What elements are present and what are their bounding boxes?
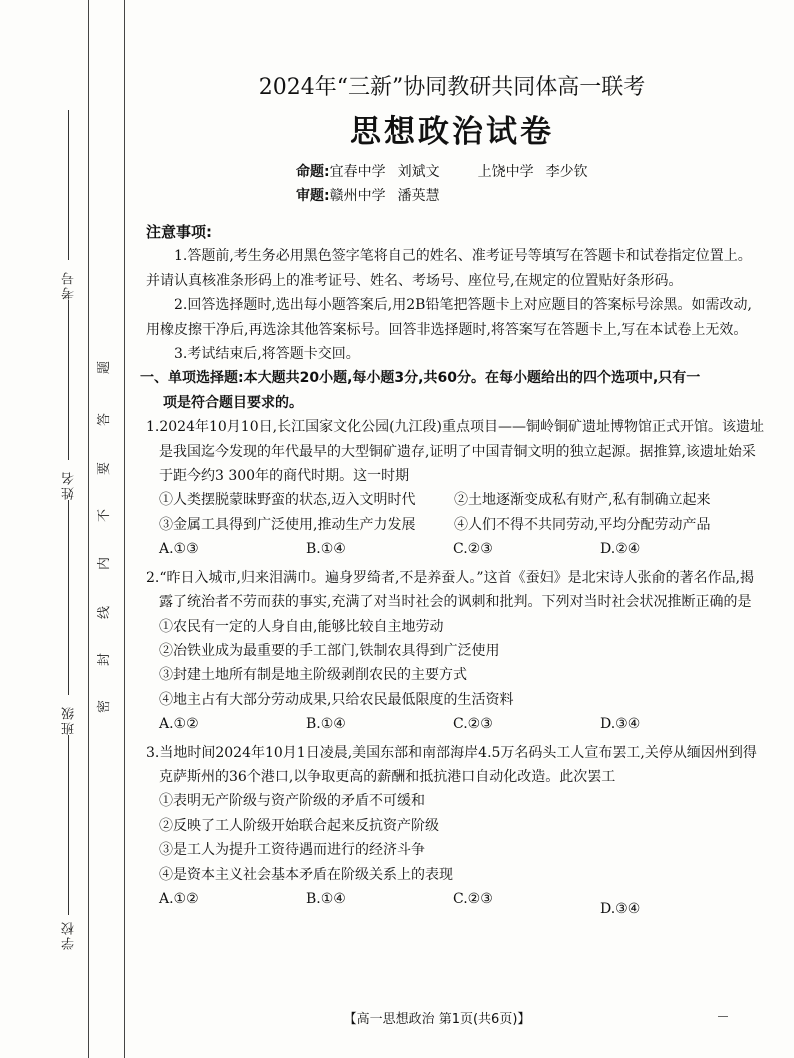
question-3-choices <box>146 887 764 917</box>
notice-item-2: 2.回答选择题时,选出每小题答案后,用2B铅笔把答题卡上对应题目的答案标号涂黑。如需改动,用橡皮擦干净后,再选涂其他答案标号。回答非选择题时,将答案写在答题卡上,写在本试卷上无效。 <box>146 297 752 338</box>
question-3-choice-a: A.①② <box>159 890 199 907</box>
class-blank <box>68 500 69 695</box>
question-1-option-3: ③金属工具得到广泛使用,推动生产力发展 <box>159 516 416 533</box>
name-blank <box>68 300 69 460</box>
seal-char-6: 线 <box>97 605 113 620</box>
question-1-choices <box>146 537 764 561</box>
question-2-option-2: ②冶铁业成为最重要的手工部门,铁制农具得到广泛使用 <box>159 642 500 659</box>
binding-line-inner <box>124 0 125 1058</box>
question-2-option-1: ①农民有一定的人身自由,能够比较自主地劳动 <box>159 618 444 635</box>
propose-school-1: 宜春中学 <box>329 164 386 180</box>
question-2-stem: 2.“昨日入城市,归来泪满巾。遍身罗绮者,不是养蚕人。”这首《蚕妇》是北宋诗人张俞的著名作品,揭露了统治者不劳而获的事实,充满了对当时社会的讽刺和批判。下列对当时社会状况推断正确的是 <box>146 569 755 611</box>
notice-item-1: 1.答题前,考生务必用黑色签字笔将自己的姓名、准考证号等填写在答题卡和试卷指定位置上。并请认真核准条形码上的准考证号、姓名、考场号、座位号,在规定的位置贴好条形码。 <box>146 248 752 289</box>
page-footer: 【高一思想政治 第1页(共6页)】 <box>343 1012 531 1027</box>
question-1-choice-d: D.②④ <box>600 541 641 558</box>
question-2-choice-a: A.①② <box>159 716 199 733</box>
school-label: 学校 <box>62 920 77 950</box>
binding-line-outer <box>88 0 89 1058</box>
question-3-choice-c: C.②③ <box>453 890 493 907</box>
question-1-choice-c: C.②③ <box>453 541 493 558</box>
exam-content <box>140 220 764 917</box>
seal-char-5: 内 <box>97 556 113 571</box>
question-1-option-4: ④人们不得不共同劳动,平均分配劳动产品 <box>454 516 711 533</box>
question-1-stem: 1.2024年10月10日,长江国家文化公园(九江段)重点项目——铜岭铜矿遗址博物馆正式开馆。该遗址是我国迄今发现的年代最早的大型铜矿遗存,证明了中国青铜文明的独立起源。据推算,该遗址始采于距今约3 300年的商代时期。这一时期 <box>146 419 764 485</box>
question-1-options-row2 <box>146 513 764 537</box>
question-3-option-1: ①表明无产阶级与资产阶级的矛盾不可缓和 <box>159 793 425 810</box>
section-heading-cont: 项是符合题目要求的。 <box>163 394 303 411</box>
notice-title: 注意事项: <box>146 223 212 241</box>
question-2-choice-b: B.①④ <box>306 716 346 733</box>
propose-person-1: 刘斌文 <box>397 164 440 180</box>
question-2-option-4: ④地主占有大部分劳动成果,只给农民最低限度的生活资料 <box>159 691 514 708</box>
propose-person-2: 李少钦 <box>545 164 588 180</box>
question-1-choice-b: B.①④ <box>306 541 346 558</box>
review-school: 赣州中学 <box>329 188 386 204</box>
review-line <box>296 184 600 208</box>
question-2-choice-d: D.③④ <box>600 716 641 733</box>
question-1-options-row1 <box>146 488 764 512</box>
seal-char-3: 要 <box>97 461 113 476</box>
notice-item-3: 3.考试结束后,将答题卡交回。 <box>174 346 360 363</box>
seal-char-8: 密 <box>97 699 113 714</box>
name-label: 姓名 <box>62 470 77 500</box>
credits <box>296 160 600 208</box>
class-label: 班级 <box>62 705 77 735</box>
question-2-choice-c: C.②③ <box>453 716 493 733</box>
section-heading: 一、单项选择题:本大题共20小题,每小题3分,共60分。在每小题给出的四个选项中,只有一 <box>140 370 701 387</box>
question-3-option-2: ②反映了工人阶级开始联合起来反抗资产阶级 <box>159 817 439 834</box>
question-3-stem: 3.当地时间2024年10月1日凌晨,美国东部和南部海岸4.5万名码头工人宣布罢工,关停从缅因州到得克萨斯州的36个港口,以争取更高的薪酬和抵抗港口自动化改造。此次罢工 <box>146 744 757 785</box>
question-3-choice-d: D.③④ <box>600 900 641 917</box>
school-blank <box>68 735 69 915</box>
question-1-option-1: ①人类摆脱蒙昧野蛮的状态,迈入文明时代 <box>159 492 416 509</box>
review-person: 潘英慧 <box>397 188 440 204</box>
exam-no-label: 考号 <box>62 270 77 300</box>
propose-line <box>296 160 600 184</box>
review-label: 审题: <box>296 188 330 204</box>
seal-char-4: 不 <box>97 508 113 523</box>
exam-title: 2024年“三新”协同教研共同体高一联考 <box>258 75 646 100</box>
question-3-option-4: ④是资本主义社会基本矛盾在阶级关系上的表现 <box>159 866 453 883</box>
question-2-choices <box>146 712 764 736</box>
propose-school-2: 上饶中学 <box>477 164 534 180</box>
question-3-option-3: ③是工人为提升工资待遇而进行的经济斗争 <box>159 842 425 859</box>
subject-title: 思想政治试卷 <box>350 114 554 150</box>
seal-char-7: 封 <box>97 652 113 667</box>
question-2-option-3: ③封建土地所有制是地主阶级剥削农民的主要方式 <box>159 667 467 684</box>
question-1-option-2: ②土地逐渐变成私有财产,私有制确立起来 <box>454 492 711 509</box>
seal-char-1: 题 <box>97 360 113 375</box>
corner-mark <box>718 1016 728 1017</box>
seal-char-2: 答 <box>97 412 113 427</box>
question-3-choice-b: B.①④ <box>306 890 346 907</box>
question-1-choice-a: A.①③ <box>159 541 199 558</box>
propose-label: 命题: <box>296 164 330 180</box>
